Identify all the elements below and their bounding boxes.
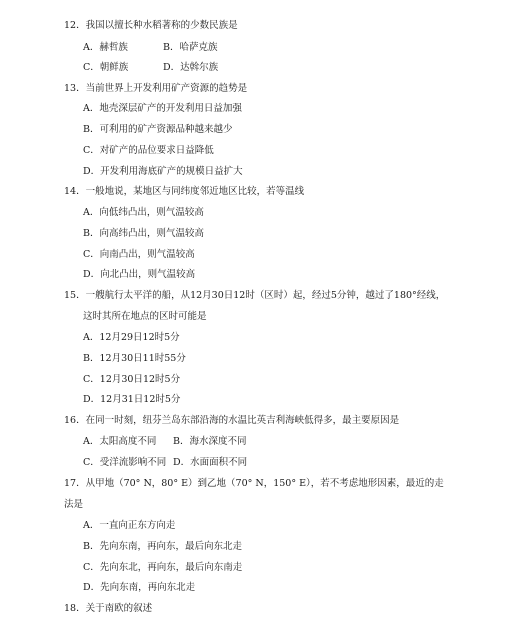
question-17-option-b: B．先向东南，再向东，最后向东北走	[83, 541, 242, 552]
question-12-option-d: D．达斡尔族	[163, 62, 219, 73]
question-14-option-b: B．向高纬凸出，则气温较高	[83, 228, 204, 239]
question-13-stem: 13．当前世界上开发利用矿产资源的趋势是	[64, 83, 248, 94]
question-15-option-d: D．12月31日12时5分	[83, 394, 181, 405]
question-17-option-d: D．先向东南，再向东北走	[83, 582, 196, 593]
question-17-stem-continued: 法是	[64, 499, 84, 510]
question-13-option-d: D．开发利用海底矿产的规模日益扩大	[83, 166, 243, 177]
question-14-option-c: C．向南凸出，则气温较高	[83, 249, 195, 260]
question-18-stem: 18．关于南欧的叙述	[64, 603, 153, 614]
question-16-stem: 16．在同一时刻，纽芬兰岛东部沿海的水温比英吉利海峡低得多，最主要原因是	[64, 415, 400, 426]
question-13-option-b: B．可利用的矿产资源品种越来越少	[83, 124, 233, 135]
question-13-option-a: A．地壳深层矿产的开发利用日益加强	[83, 103, 242, 114]
question-12-option-c: C．朝鲜族	[83, 62, 129, 73]
question-16-option-c: C．受洋流影响不同	[83, 457, 167, 468]
question-13-option-c: C．对矿产的品位要求日益降低	[83, 145, 214, 156]
question-17-option-c: C．先向东北，再向东，最后向东南走	[83, 562, 243, 573]
question-17-stem: 17．从甲地（70° N，80° E）到乙地（70° N，150° E），若不考虑地形因素，最近的走	[64, 478, 444, 489]
question-16-option-b: B．海水深度不同	[173, 436, 247, 447]
question-16-option-a: A．太阳高度不同	[83, 436, 157, 447]
question-15-stem-continued: 这时其所在地点的区时可能是	[83, 311, 207, 322]
question-15-option-c: C．12月30日12时5分	[83, 374, 181, 385]
question-14-stem: 14．一般地说，某地区与同纬度邻近地区比较，若等温线	[64, 186, 305, 197]
question-15-option-a: A．12月29日12时5分	[83, 332, 180, 343]
question-12-option-a: A．赫哲族	[83, 42, 128, 53]
question-17-option-a: A．一直向正东方向走	[83, 520, 176, 531]
question-15-option-b: B．12月30日11时55分	[83, 353, 186, 364]
question-15-stem: 15．一艘航行太平洋的船，从12月30日12时（区时）起，经过5分钟，越过了180°经线，	[64, 290, 446, 301]
question-16-option-d: D．水面面积不同	[173, 457, 248, 468]
question-12-stem: 12．我国以擅长种水稻著称的少数民族是	[64, 20, 238, 31]
question-12-option-b: B．哈萨克族	[163, 42, 218, 53]
question-14-option-d: D．向北凸出，则气温较高	[83, 269, 196, 280]
question-14-option-a: A．向低纬凸出，则气温较高	[83, 207, 204, 218]
